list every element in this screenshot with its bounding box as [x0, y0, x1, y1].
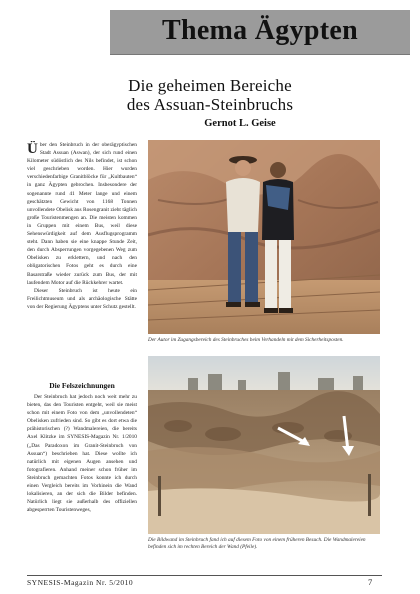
paragraph-1-text: ber den Steinbruch in der oberägyptischen Stadt Assuan (Aswan), der sich rund einen Kilometer südöstlich des Nils befindet, ist schon viel geschrieben worden. Hier wurden verschiedenfarbige Granitblöcke für „Kultbauten“ in ganz Ägypten gebrochen. Insbesondere der sogenannte rund 41 Meter lange und einem geschätzten Gewicht von 1168 Tonnen unvollendete Obelisk aus Rosengranit zieht täglich große Touristenmengen an. Die meisten kommen in Gruppen mit einem Bus, weil diese Sehenswürdigkeit auf dem Ausflugsprogramm steht. Dann haben sie eine knappe Stunde Zeit, den durch Absperrungen vorgegebenen Weg zum Obelisken zu erklettern, und nach den obligatorischen Fotos geht es durch eine Basarstraße wieder zurück zum Bus, der mit laufendem Motor auf die Rückkehrer wartet. — [27, 142, 137, 286]
paragraph-1 — [27, 141, 137, 287]
author-name: Gernot L. Geise — [204, 118, 276, 129]
footer-rule — [27, 575, 382, 576]
footer-magazine-issue: SYNESIS-Magazin Nr. 5/2010 — [27, 578, 134, 587]
paragraph-2: Dieser Steinbruch ist heute ein Freilichtmuseum und als archäologische Stätte von der Regierung Ägyptens unter Schutz gestellt. — [27, 287, 137, 310]
photo-1-illustration — [148, 140, 380, 334]
header-rule — [110, 54, 410, 55]
article-title-line-1: Die geheimen Bereiche — [128, 76, 292, 95]
subheading: Die Felszeichnungen — [49, 381, 115, 390]
body-column-upper — [27, 141, 137, 379]
page-number: 7 — [368, 577, 373, 587]
drop-cap: Ü — [27, 141, 38, 157]
article-title — [70, 76, 350, 114]
paragraph-3: Der Steinbruch hat jedoch noch weit mehr zu bieten, das den Touristen entgeht, weil sie meist schon mit einem Foto von dem „unvollendeten“ Obelisken zufrieden sind. So gibt es dort etwa die prähistorischen (?) Wandmalereien, die bereits Axel Klitzke im SYNESIS-Magazin Nr. 1/2010 („Das Paradoxon im Granit-Steinbruch von Assuan“) beschrieben hat. Diese wollte ich natürlich mit eigenen Augen ansehen und fotografieren. Anhand meiner schon früher im Steinbruch gemachten Fotos konnte ich durch einen Vergleich bereits im Vorhinein die Wand lokalisieren, an der sich die Bilder befinden. Natürlich liegt sie außerhalb des offiziellen abgesperrten Touristenweges, — [27, 394, 137, 514]
page-section-title: Thema Ägypten — [161, 15, 359, 46]
photo-2-caption: Die Bildwand im Steinbruch fand ich auf diesem Foto von einem früheren Besuch. Die Wandmalereien befinden sich im rechten Bereich der Wand (Pfeile). — [148, 537, 366, 550]
photo-1-caption: Der Autor im Zugangsbereich des Steinbruches beim Verhandeln mit dem Sicherheitsposten. — [148, 337, 344, 343]
photo-author-at-quarry — [148, 140, 380, 334]
body-column-lower — [27, 393, 137, 575]
article-title-line-2: des Assuan-Steinbruchs — [126, 95, 294, 114]
photo-quarry-wall — [148, 356, 380, 534]
photo-2-illustration — [148, 356, 380, 534]
